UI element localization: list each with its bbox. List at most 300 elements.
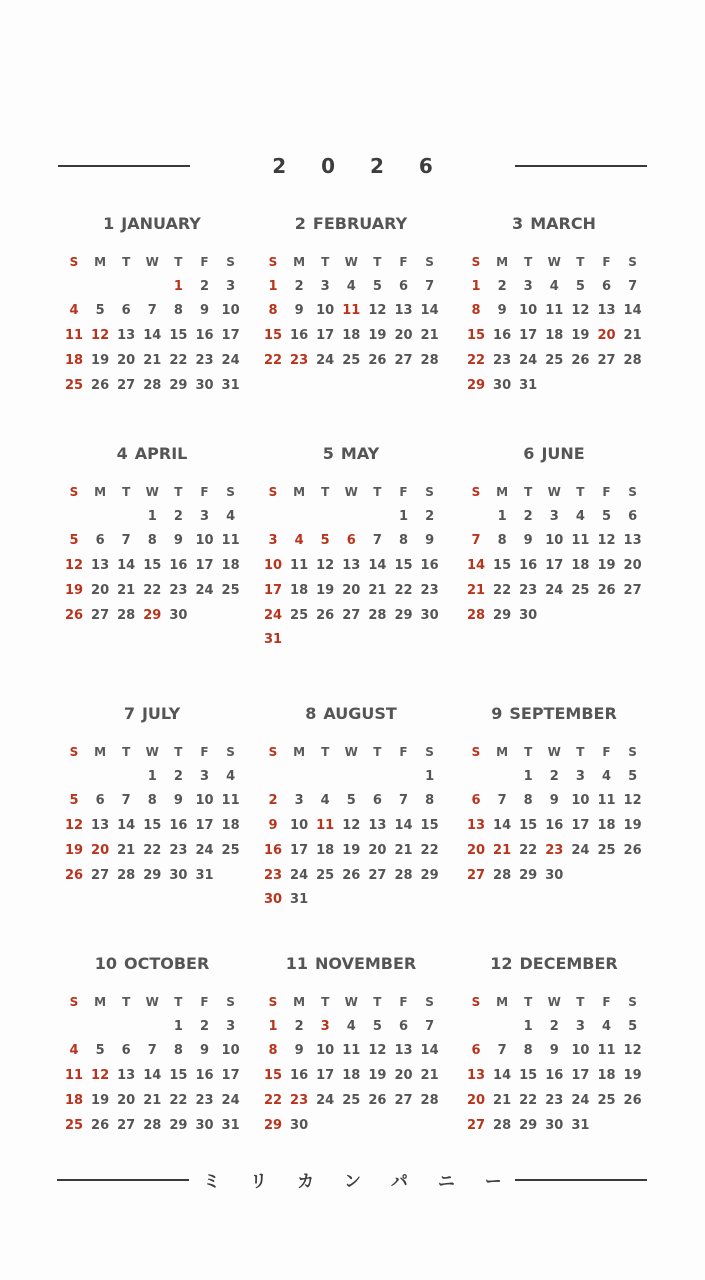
day-cell: 18: [64, 1092, 84, 1108]
month-title: [61, 444, 243, 463]
day-cell: 14: [394, 818, 413, 834]
day-cell: 22: [143, 582, 162, 598]
day-cell: 18: [316, 842, 335, 858]
day-cell: 6: [372, 793, 382, 809]
day-cell: 18: [290, 582, 309, 598]
day-cell: 14: [117, 558, 136, 574]
weekday-label: S: [268, 745, 278, 759]
day-cell: 23: [195, 352, 214, 368]
day-cell: 24: [290, 867, 309, 883]
day-cell: 2: [294, 278, 304, 294]
day-cell: 31: [519, 377, 538, 393]
weekday-label: T: [576, 745, 585, 759]
day-cell: 8: [147, 793, 157, 809]
day-cell: 9: [173, 793, 183, 809]
day-cell: 27: [466, 867, 486, 883]
day-cell: 16: [195, 1068, 214, 1084]
day-cell: 8: [425, 793, 435, 809]
month-title: [463, 954, 645, 973]
weekday-label: W: [344, 745, 358, 759]
day-cell: 19: [64, 582, 84, 598]
weekday-label: T: [524, 995, 533, 1009]
month-name: MARCH: [530, 214, 596, 233]
day-cell: 10: [316, 1043, 335, 1059]
day-cell: 6: [121, 303, 131, 319]
day-cell: 13: [117, 1068, 136, 1084]
day-cell: 2: [425, 508, 435, 524]
day-cell: 11: [316, 818, 335, 834]
weekday-label: W: [547, 745, 561, 759]
day-cell: 8: [173, 1043, 183, 1059]
day-cell: 9: [523, 533, 533, 549]
day-cell: 13: [466, 818, 486, 834]
month-number: 2: [294, 214, 306, 233]
day-cell: 24: [263, 607, 283, 623]
day-cell: 16: [519, 558, 538, 574]
day-cell: 29: [263, 1117, 283, 1133]
day-cell: 18: [597, 1068, 616, 1084]
day-cell: 22: [169, 1092, 188, 1108]
day-cell: 13: [342, 558, 361, 574]
day-cell: 19: [571, 328, 590, 344]
day-cell: 8: [147, 533, 157, 549]
day-cell: 30: [545, 1117, 564, 1133]
weekday-label: S: [226, 485, 235, 499]
weekday-label: T: [576, 485, 585, 499]
month-number: 1: [103, 214, 115, 233]
day-cell: 18: [545, 328, 564, 344]
day-cell: 25: [342, 352, 361, 368]
brand-footer: ミ リ カ ン パ ニ ー: [203, 1172, 514, 1192]
day-cell: 21: [368, 582, 387, 598]
day-cell: 26: [571, 352, 590, 368]
day-cell: 9: [294, 1043, 304, 1059]
day-cell: 1: [398, 508, 409, 524]
day-cell: 28: [117, 607, 136, 623]
day-cell: 15: [493, 558, 512, 574]
weekday-label: S: [425, 995, 434, 1009]
day-cell: 19: [91, 1092, 110, 1108]
weekday-label: M: [293, 255, 306, 269]
day-cell: 29: [169, 377, 188, 393]
day-cell: 25: [597, 1092, 616, 1108]
day-cell: 3: [199, 508, 210, 524]
day-cell: 20: [117, 352, 136, 368]
day-cell: 2: [523, 508, 533, 524]
day-cell: 27: [91, 867, 110, 883]
day-cell: 24: [545, 582, 564, 598]
day-cell: 27: [368, 867, 387, 883]
day-cell: 14: [420, 303, 439, 319]
day-cell: 25: [545, 352, 564, 368]
day-cell: 19: [597, 558, 616, 574]
day-cell: 21: [493, 1092, 512, 1108]
day-cell: 4: [226, 508, 236, 524]
day-cell: 26: [623, 842, 642, 858]
month-title: [260, 214, 442, 233]
weekday-label: T: [373, 255, 382, 269]
day-cell: 14: [143, 1068, 162, 1084]
day-cell: 4: [294, 533, 304, 549]
day-cell: 6: [601, 278, 612, 294]
day-cell: 18: [597, 818, 616, 834]
day-cell: 6: [398, 278, 409, 294]
weekday-label: S: [268, 255, 278, 269]
day-cell: 30: [195, 1117, 214, 1133]
day-cell: 16: [545, 818, 564, 834]
day-cell: 11: [290, 558, 309, 574]
day-cell: 16: [290, 1068, 309, 1084]
day-cell: 28: [623, 352, 642, 368]
day-cell: 13: [117, 328, 136, 344]
year-title: 2 0 2 6: [272, 154, 447, 178]
day-cell: 10: [545, 533, 564, 549]
day-cell: 15: [169, 1068, 188, 1084]
day-cell: 21: [143, 1092, 162, 1108]
day-cell: 30: [195, 377, 214, 393]
day-cell: 28: [420, 352, 439, 368]
day-cell: 5: [95, 1043, 105, 1059]
day-cell: 9: [268, 818, 278, 834]
weekday-label: F: [399, 995, 408, 1009]
day-cell: 23: [420, 582, 439, 598]
day-cell: 9: [199, 1043, 210, 1059]
day-cell: 10: [290, 818, 309, 834]
day-cell: 6: [95, 533, 105, 549]
day-cell: 10: [195, 533, 214, 549]
day-cell: 13: [368, 818, 387, 834]
weekday-label: M: [94, 485, 107, 499]
day-cell: 6: [398, 1018, 409, 1034]
weekday-label: T: [174, 995, 183, 1009]
weekday-label: T: [174, 255, 183, 269]
day-cell: 5: [69, 793, 79, 809]
day-cell: 26: [64, 607, 84, 623]
day-cell: 7: [121, 793, 131, 809]
day-cell: 5: [601, 508, 612, 524]
day-cell: 28: [493, 867, 512, 883]
day-cell: 22: [169, 352, 188, 368]
day-cell: 15: [263, 328, 283, 344]
day-cell: 29: [519, 1117, 538, 1133]
day-cell: 19: [316, 582, 335, 598]
day-cell: 27: [623, 582, 642, 598]
day-cell: 20: [623, 558, 642, 574]
day-cell: 8: [398, 533, 409, 549]
weekday-label: F: [399, 485, 408, 499]
day-cell: 16: [420, 558, 439, 574]
day-cell: 22: [263, 1092, 283, 1108]
weekday-label: W: [547, 485, 561, 499]
day-cell: 22: [519, 842, 538, 858]
day-cell: 26: [91, 377, 110, 393]
weekday-label: W: [344, 255, 358, 269]
weekday-label: S: [628, 995, 637, 1009]
weekday-label: W: [344, 995, 358, 1009]
weekday-label: T: [174, 485, 183, 499]
day-cell: 5: [372, 278, 382, 294]
day-cell: 13: [91, 818, 110, 834]
day-cell: 21: [466, 582, 486, 598]
day-cell: 4: [575, 508, 585, 524]
weekday-label: S: [471, 995, 481, 1009]
day-cell: 6: [95, 793, 105, 809]
weekday-label: M: [293, 745, 306, 759]
day-cell: 2: [549, 1018, 559, 1034]
weekday-label: T: [174, 745, 183, 759]
day-cell: 18: [342, 1068, 361, 1084]
day-cell: 27: [117, 377, 136, 393]
day-cell: 20: [466, 842, 486, 858]
day-cell: 31: [290, 892, 309, 908]
month-number: 11: [285, 954, 308, 973]
weekday-label: W: [547, 995, 561, 1009]
day-cell: 24: [519, 352, 538, 368]
day-cell: 12: [571, 303, 590, 319]
day-cell: 25: [290, 607, 309, 623]
weekday-label: F: [399, 745, 408, 759]
day-cell: 10: [221, 1043, 240, 1059]
day-cell: 7: [471, 533, 481, 549]
day-cell: 1: [147, 508, 157, 524]
day-cell: 1: [425, 768, 435, 784]
weekday-label: S: [628, 255, 637, 269]
day-cell: 25: [597, 842, 616, 858]
day-cell: 10: [571, 1043, 590, 1059]
day-cell: 26: [368, 1092, 387, 1108]
day-cell: 24: [195, 842, 214, 858]
day-cell: 26: [64, 867, 84, 883]
day-cell: 28: [143, 377, 162, 393]
weekday-label: W: [344, 485, 358, 499]
day-cell: 7: [121, 533, 131, 549]
day-cell: 20: [91, 842, 110, 858]
day-cell: 6: [471, 1043, 481, 1059]
day-cell: 28: [466, 607, 486, 623]
day-cell: 26: [316, 607, 335, 623]
day-cell: 6: [628, 508, 638, 524]
weekday-label: S: [628, 485, 637, 499]
day-cell: 5: [320, 533, 330, 549]
weekday-label: T: [576, 995, 585, 1009]
day-cell: 20: [342, 582, 361, 598]
day-cell: 14: [623, 303, 642, 319]
weekday-label: F: [200, 485, 209, 499]
weekday-label: T: [524, 255, 533, 269]
day-cell: 10: [519, 303, 538, 319]
day-cell: 3: [226, 1018, 236, 1034]
day-cell: 9: [497, 303, 507, 319]
day-cell: 23: [290, 352, 309, 368]
day-cell: 4: [346, 278, 356, 294]
day-cell: 24: [316, 352, 335, 368]
day-cell: 5: [628, 768, 638, 784]
day-cell: 30: [263, 892, 283, 908]
weekday-label: W: [547, 255, 561, 269]
day-cell: 5: [69, 533, 79, 549]
day-cell: 24: [195, 582, 214, 598]
day-cell: 7: [372, 533, 382, 549]
day-cell: 29: [169, 1117, 188, 1133]
day-cell: 13: [394, 303, 413, 319]
day-cell: 1: [497, 508, 507, 524]
day-cell: 6: [121, 1043, 131, 1059]
month-number: 9: [491, 704, 503, 723]
day-cell: 27: [597, 352, 616, 368]
day-cell: 5: [628, 1018, 638, 1034]
day-cell: 14: [420, 1043, 439, 1059]
day-cell: 5: [575, 278, 585, 294]
month-number: 7: [123, 704, 135, 723]
day-cell: 10: [263, 558, 283, 574]
day-cell: 9: [549, 1043, 559, 1059]
day-cell: 14: [466, 558, 486, 574]
day-cell: 1: [173, 1018, 183, 1034]
day-cell: 2: [199, 278, 210, 294]
day-cell: 1: [173, 278, 183, 294]
weekday-label: M: [496, 255, 509, 269]
weekday-label: S: [226, 995, 235, 1009]
day-cell: 19: [623, 1068, 642, 1084]
day-cell: 3: [294, 793, 304, 809]
day-cell: 11: [221, 533, 240, 549]
day-cell: 17: [290, 842, 309, 858]
day-cell: 9: [425, 533, 435, 549]
day-cell: 15: [169, 328, 188, 344]
weekday-label: T: [524, 745, 533, 759]
day-cell: 1: [268, 1018, 278, 1034]
day-cell: 30: [420, 607, 439, 623]
day-cell: 7: [497, 1043, 507, 1059]
day-cell: 30: [519, 607, 538, 623]
day-cell: 16: [493, 328, 512, 344]
weekday-label: S: [69, 485, 79, 499]
day-cell: 20: [368, 842, 387, 858]
day-cell: 24: [221, 1092, 240, 1108]
day-cell: 17: [545, 558, 564, 574]
day-cell: 14: [493, 818, 512, 834]
day-cell: 5: [372, 1018, 382, 1034]
day-cell: 16: [263, 842, 283, 858]
month-number: 4: [116, 444, 128, 463]
day-cell: 19: [368, 328, 387, 344]
day-cell: 11: [221, 793, 240, 809]
day-cell: 18: [571, 558, 590, 574]
day-cell: 14: [493, 1068, 512, 1084]
day-cell: 22: [466, 352, 486, 368]
day-cell: 20: [597, 328, 616, 344]
day-cell: 27: [117, 1117, 136, 1133]
weekday-label: S: [628, 745, 637, 759]
day-cell: 28: [394, 867, 413, 883]
day-cell: 8: [471, 303, 481, 319]
day-cell: 3: [575, 768, 585, 784]
day-cell: 21: [623, 328, 642, 344]
weekday-label: F: [200, 255, 209, 269]
day-cell: 15: [394, 558, 413, 574]
day-cell: 4: [69, 303, 79, 319]
day-cell: 26: [597, 582, 616, 598]
day-cell: 30: [545, 867, 564, 883]
day-cell: 27: [342, 607, 361, 623]
weekday-label: F: [602, 995, 611, 1009]
day-cell: 11: [64, 328, 84, 344]
day-cell: 20: [394, 1068, 413, 1084]
day-cell: 26: [623, 1092, 642, 1108]
day-cell: 4: [601, 768, 612, 784]
month-title: [260, 954, 442, 973]
day-cell: 28: [117, 867, 136, 883]
day-cell: 10: [316, 303, 335, 319]
day-cell: 30: [169, 867, 188, 883]
weekday-label: T: [576, 255, 585, 269]
weekday-label: W: [145, 255, 159, 269]
day-cell: 7: [628, 278, 638, 294]
day-cell: 16: [290, 328, 309, 344]
weekday-label: M: [94, 995, 107, 1009]
day-cell: 29: [466, 377, 486, 393]
day-cell: 7: [425, 278, 435, 294]
day-cell: 31: [263, 632, 283, 648]
day-cell: 23: [169, 842, 188, 858]
day-cell: 11: [342, 1043, 361, 1059]
day-cell: 17: [571, 1068, 590, 1084]
day-cell: 12: [316, 558, 335, 574]
day-cell: 4: [601, 1018, 612, 1034]
weekday-label: S: [425, 745, 434, 759]
day-cell: 5: [95, 303, 105, 319]
day-cell: 25: [571, 582, 590, 598]
weekday-label: M: [496, 995, 509, 1009]
day-cell: 20: [117, 1092, 136, 1108]
day-cell: 15: [143, 558, 162, 574]
day-cell: 23: [290, 1092, 309, 1108]
weekday-label: S: [471, 745, 481, 759]
day-cell: 13: [466, 1068, 486, 1084]
day-cell: 15: [519, 1068, 538, 1084]
day-cell: 15: [519, 818, 538, 834]
day-cell: 29: [519, 867, 538, 883]
day-cell: 15: [420, 818, 439, 834]
weekday-label: T: [373, 745, 382, 759]
day-cell: 1: [523, 1018, 533, 1034]
weekday-label: F: [602, 255, 611, 269]
day-cell: 15: [466, 328, 486, 344]
day-cell: 7: [425, 1018, 435, 1034]
weekday-label: S: [69, 255, 79, 269]
day-cell: 31: [221, 377, 240, 393]
day-cell: 14: [143, 328, 162, 344]
day-cell: 14: [117, 818, 136, 834]
day-cell: 23: [519, 582, 538, 598]
day-cell: 12: [91, 328, 110, 344]
month-name: APRIL: [134, 444, 188, 463]
day-cell: 2: [268, 793, 278, 809]
weekday-label: T: [524, 485, 533, 499]
month-name: JUNE: [541, 444, 585, 463]
day-cell: 13: [597, 303, 616, 319]
day-cell: 28: [368, 607, 387, 623]
day-cell: 21: [420, 328, 439, 344]
weekday-label: S: [425, 255, 434, 269]
weekday-label: W: [145, 485, 159, 499]
month-title: [61, 214, 243, 233]
month-name: JANUARY: [121, 214, 201, 233]
day-cell: 15: [263, 1068, 283, 1084]
day-cell: 8: [523, 793, 533, 809]
day-cell: 11: [342, 303, 361, 319]
weekday-label: F: [200, 745, 209, 759]
